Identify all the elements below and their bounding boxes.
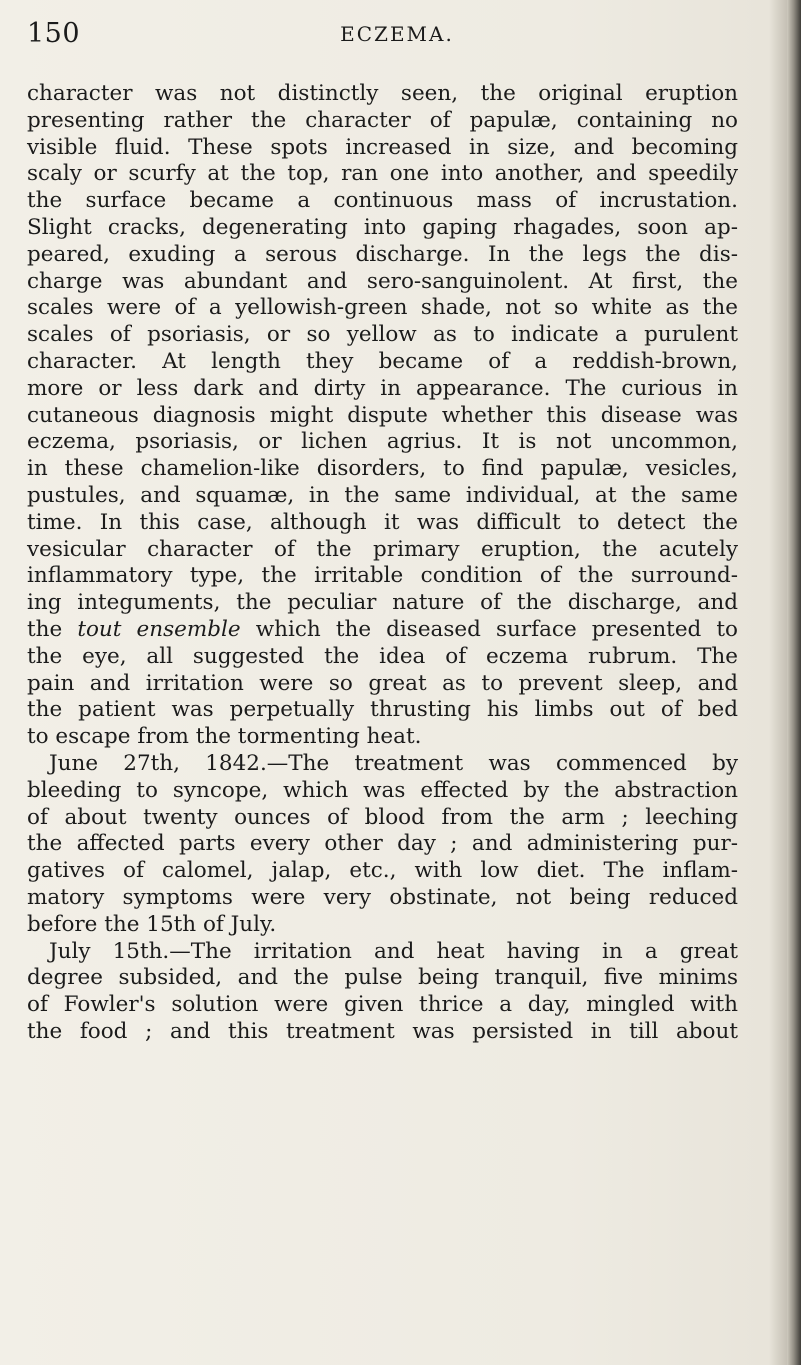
body-text [27,81,738,1046]
text-line: presenting rather the character of papulæ, containing no [27,107,738,133]
running-head: ECZEMA. [340,22,454,46]
text-line: time. In this case, although it was difficult to detect the [27,509,738,535]
text-line: matory symptoms were very obstinate, not being reduced [27,884,738,910]
text-line: gatives of calomel, jalap, etc., with low diet. The inflam- [27,858,738,884]
text-line: degree subsided, and the pulse being tranquil, five minims [27,965,738,991]
paragraph-start-june: June 27th, 1842.—The treatment was commenced by [49,750,738,776]
text-line: more or less dark and dirty in appearance. The curious in [27,375,738,401]
text-line: Slight cracks, degenerating into gaping rhagades, soon ap- [27,214,738,240]
text-line: the eye, all suggested the idea of eczema rubrum. The [27,643,738,669]
text-line: the patient was perpetually thrusting his limbs out of bed [27,697,738,723]
text-line: pustules, and squamæ, in the same individual, at the same [27,482,738,508]
text-line: vesicular character of the primary eruption, the acutely [27,536,738,562]
text-line: pain and irritation were so great as to prevent sleep, and [27,670,738,696]
text-line: inflammatory type, the irritable condition of the surround- [27,563,738,589]
text-line: of Fowler's solution were given thrice a day, mingled with [27,992,738,1018]
text-line: scales were of a yellowish-green shade, not so white as the [27,295,738,321]
text-segment: the [27,616,78,642]
text-line: of about twenty ounces of blood from the arm ; leeching [27,804,738,830]
text-line: peared, exuding a serous discharge. In the legs the dis- [27,241,738,267]
text-line: bleeding to syncope, which was effected by the abstraction [27,777,738,803]
italic-phrase: tout ensemble [77,616,241,642]
text-line: the food ; and this treatment was persisted in till about [27,1018,738,1044]
text-line: the surface became a continuous mass of incrustation. [27,188,738,214]
text-line: cutaneous diagnosis might dispute whether this disease was [27,402,738,428]
page-number: 150 [27,18,81,49]
text-line: scaly or scurfy at the top, ran one into another, and speedily [27,161,738,187]
text-line: character. At length they became of a reddish-brown, [27,348,738,374]
text-line: character was not distinctly seen, the original eruption [27,81,738,106]
text-line: in these chamelion-like disorders, to find papulæ, vesicles, [27,456,738,482]
page-header [27,18,767,58]
text-segment: which the diseased surface presented to [240,616,738,642]
book-spine-shadow [787,0,801,1365]
text-line: scales of psoriasis, or so yellow as to indicate a purulent [27,322,738,348]
text-line: the affected parts every other day ; and administering pur- [27,831,738,857]
text-line: before the 15th of July. [27,911,277,937]
text-line-italic-phrase [27,617,738,644]
text-line: visible fluid. These spots increased in size, and becoming [27,134,738,160]
text-line: charge was abundant and sero-sanguinolent. At first, the [27,268,738,294]
text-line: to escape from the tormenting heat. [27,724,422,750]
text-line: eczema, psoriasis, or lichen agrius. It is not uncommon, [27,429,738,455]
paragraph-start-july: July 15th.—The irritation and heat having in a great [49,938,738,964]
text-line: ing integuments, the peculiar nature of the discharge, and [27,590,738,616]
